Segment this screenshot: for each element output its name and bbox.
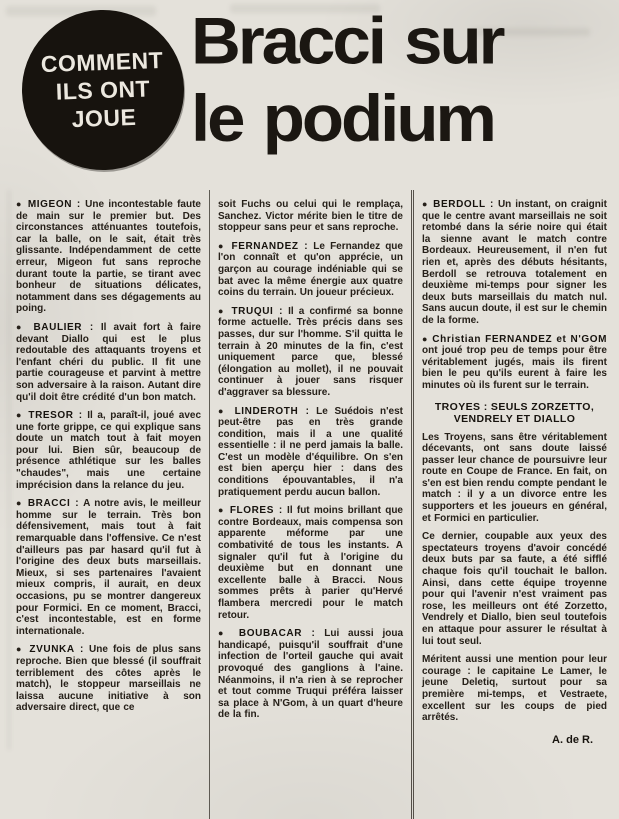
player-comment: ont joué trop peu de temps pour être véritablement jugés, mais ils firent bien le peu qu'ils eurent à faire les minutes où ils furent sur le terrain. (422, 345, 607, 391)
article-columns (0, 190, 619, 819)
badge-line-3: JOUE (71, 103, 137, 133)
masthead (0, 0, 619, 190)
player-name: ZVUNKA : (29, 644, 84, 656)
player-name: LINDEROTH : (234, 405, 310, 417)
note-migeon (16, 199, 201, 315)
player-name: BAULIER : (33, 321, 94, 333)
bullet-icon: ● (218, 628, 231, 639)
bullet-icon: ● (16, 321, 27, 332)
subhead-line-2: VENDRELY ET DIALLO (453, 413, 576, 425)
column-middle (209, 190, 411, 819)
player-name: MIGEON : (27, 199, 81, 210)
headline (191, 2, 619, 158)
player-comment: Il a, paraît-il, joué avec une forte grippe, ce qui explique sans doute un match tout à fait moyen pour lui. Bien sûr, beaucoup de présence athlétique sur les balles "chaudes", mais une certaine imprécision dans la relance du jeu. (16, 410, 202, 491)
column-left (8, 190, 209, 819)
author-signature: A. de R. (552, 733, 593, 746)
player-comment: Lui aussi joua handicapé, puisqu'il souffrait d'une infection de l'orteil gauche qui avait provoqué des ganglions à l'aine. Néanmoins, il n'a rien à se reprocher et tout comme Truqui préféra laisser sa place à N'Gom, à un quart d'heure de la fin. (218, 628, 404, 721)
player-comment: Un instant, on craignit que le centre avant marseillais ne soit retombé dans la série noire qui était la sienne avant le match contre Bordeaux. Heureusement, il n'en fut rien et, après des débuts hésitants, Berdoll se retrouva totalement en deuxième mi-temps pour signer les deux buts marseillais du match nul. Sans aucun doute, il est sur le chemin de la forme. (422, 199, 607, 326)
badge-line-1: COMMENT (40, 46, 164, 78)
scan-smudge (8, 190, 10, 750)
bullet-icon: ● (16, 199, 24, 209)
player-name: BOUBACAR : (238, 628, 316, 640)
bullet-icon: ● (218, 305, 227, 316)
player-name: FERNANDEZ : (231, 240, 309, 252)
player-comment: Le Suédois n'est peut-être pas en très grande condition, mais il a une qualité essentielle : il ne perd jamais la balle. C'est un modèle d'équilibre. On s'en est bien aperçu hier : dans des conditions épouvantables, il n'a pratiquement perdu aucun ballon. (218, 405, 403, 498)
bullet-icon: ● (218, 505, 226, 516)
player-name: BERDOLL : (433, 199, 494, 210)
note-tresor (16, 410, 201, 491)
note-linderoth (218, 406, 403, 499)
player-comment: Il avait fort à faire devant Diallo qui est le plus redoutable des attaquants troyens et l'enfant chéri du public. Il fit une partie courageuse et parvint à mettre son adversaire à la raison. Autant dire qu'il doit être crédité d'un bon match. (16, 321, 201, 403)
player-name: Christian FERNANDEZ et N'GOM (432, 333, 608, 345)
note-zvunka (16, 644, 201, 714)
subhead-troyes (422, 401, 607, 426)
column-right (411, 190, 615, 819)
note-truqui (218, 306, 403, 399)
continuation-paragraph: soit Fuchs ou celui qui le remplaça, Sanchez. Victor mérite bien le titre de stoppeur sans peur et sans reproche. (218, 199, 403, 234)
note-flores (218, 505, 403, 621)
player-name: BRACCI : (27, 498, 80, 510)
note-baulier (16, 322, 201, 403)
headline-line-2: le podium (191, 81, 494, 156)
note-bracci (16, 498, 201, 637)
badge-line-2: ILS ONT (55, 75, 151, 105)
bullet-icon: ● (16, 498, 24, 509)
bullet-icon: ● (422, 333, 429, 344)
bullet-icon: ● (422, 199, 430, 209)
bullet-icon: ● (16, 410, 24, 421)
note-boubacar (218, 628, 403, 721)
bullet-icon: ● (218, 405, 228, 416)
player-name: TRUQUI : (231, 305, 284, 317)
body-paragraph-formici: Ce dernier, coupable aux yeux des spectateurs troyens d'avoir concédé deux buts par sa faute, a été sifflé chaque fois qu'il touchait le ballon. Ainsi, dans cette équipe troyenne pour qui l'avenir n'est vraiment pas rose, les meilleurs ont été Zorzetto, Vendrely et Diallo, bien seul toutefois en attaque pour assurer le résultat à lui tout seul. (422, 531, 607, 647)
player-comment: Une fois de plus sans reproche. Bien que blessé (il souffrait terriblement des côtes après le match), le stoppeur marseillais ne laissa aucune initiative à son adversaire direct, que ce (16, 644, 201, 714)
body-paragraph-mentions: Méritent aussi une mention pour leur courage : le capitaine Le Lamer, le jeune Deletiq, surtout pour sa première mi-temps, et Vestraete, excellent sur les coups de pied arrêtés. (422, 654, 607, 724)
subhead-line-1: TROYES : SEULS ZORZETTO, (434, 400, 595, 413)
player-comment: A notre avis, le meilleur homme sur le terrain. Très bon défensivement, mais tout à fait remarquable dans l'offensive. Ce n'est d'ailleurs pas par hasard qu'il fut à l'origine des deux buts marseillais. Mieux, si ses partenaires l'avaient mieux compris, il aurait, en deux occasions, pu se montrer dangereux pour Formici. En ce moment, Bracci, c'est incontestable, est en forme internationale. (16, 498, 202, 637)
bullet-icon: ● (218, 240, 227, 251)
how-they-played-badge (19, 7, 186, 173)
note-fernandez-ngom (422, 334, 607, 392)
player-name: FLORES : (229, 505, 283, 517)
player-comment: Il fut moins brillant que contre Bordeaux, mais compensa son apparente méforme par une combativité de tous les instants. A signaler qu'il fut à l'origine du deuxième but en donnant une excellente balle à Bracci. Nous sommes prêts à parier qu'Hervé flambera mercredi pour le match retour. (218, 505, 403, 621)
player-comment: Une incontestable faute de main sur le premier but. Des circonstances atténuantes toutefois, car la balle, on le sait, était très glissante. Indépendamment de cette erreur, Migeon fut sans reproche durant toute la partie, se tirant avec bonheur de situations délicates, notamment dans ses dégagements au poing. (16, 199, 201, 315)
bullet-icon: ● (16, 644, 25, 655)
note-fernandez (218, 241, 403, 299)
player-comment: Il a confirmé sa bonne forme actuelle. Très précis dans ses passes, dur sur l'homme. S'il quitta le terrain à 20 minutes de la fin, c'est uniquement parce que, blessé (élongation au mollet), il ne pouvait continuer à jouer sans risquer d'aggraver sa blessure. (218, 305, 404, 398)
headline-line-1: Bracci sur (191, 3, 503, 78)
body-paragraph-troyens: Les Troyens, sans être véritablement décevants, ont sans doute laissé passer leur chance de poursuivre leur route en Coupe de France. En fait, on s'en est bien rendu compte pendant le match : il y a un divorce entre les supporters et les joueurs en général, et Formici en particulier. (422, 431, 607, 524)
player-name: TRESOR : (28, 410, 83, 422)
player-comment: Le Fernandez que l'on connaît et qu'on apprécie, un garçon au courage indéniable qui se bat avec la même énergie aux quatre coins du terrain. Un joueur précieux. (218, 240, 403, 299)
note-berdoll (422, 199, 607, 327)
